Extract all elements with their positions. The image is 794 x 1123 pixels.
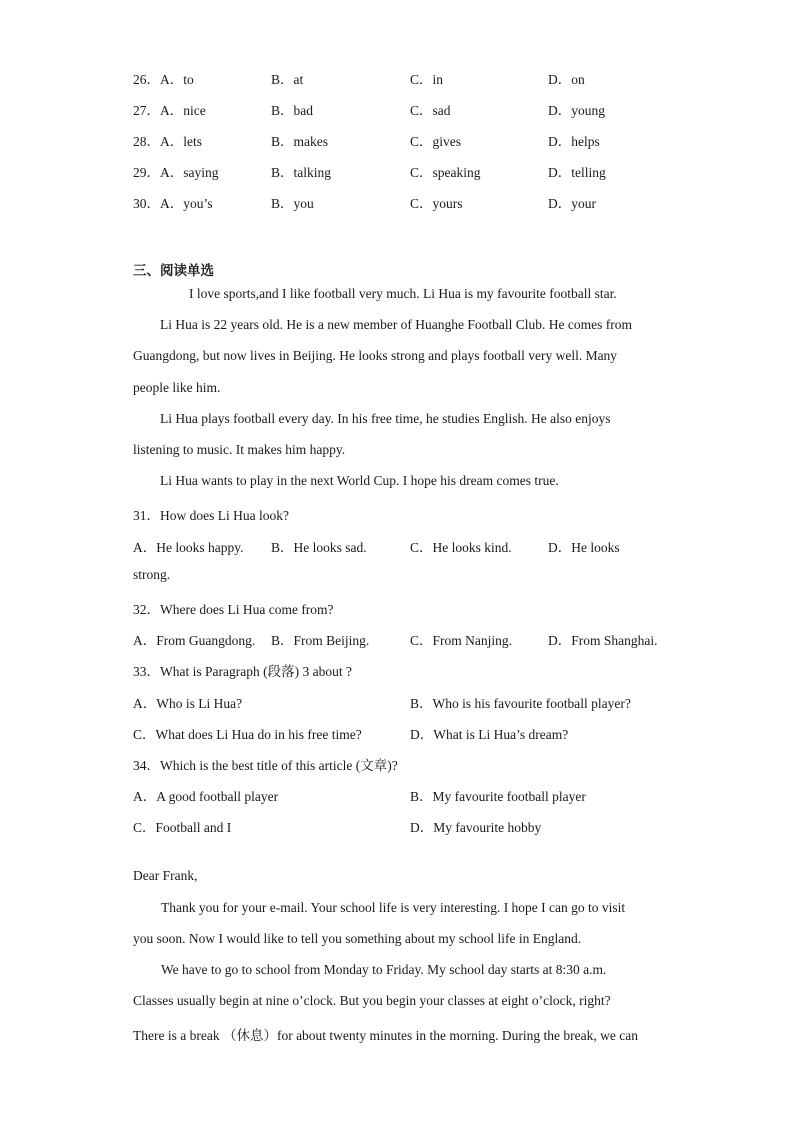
question-number: 27．: [133, 103, 160, 118]
option-b: B．talking: [271, 165, 331, 180]
passage-line: I love sports,and I like football very much. Li Hua is my favourite football star.: [189, 286, 617, 301]
option-a: A．A good football player: [133, 789, 279, 804]
section-title: 三、阅读单选: [133, 263, 214, 279]
option-b: B．you: [271, 196, 314, 211]
option-c: C．gives: [410, 134, 462, 149]
option-b: B．bad: [271, 103, 313, 118]
option-c: C．What does Li Hua do in his free time?: [133, 727, 362, 742]
option-b: B．at: [271, 72, 304, 87]
passage-line: Li Hua wants to play in the next World Cup. I hope his dream comes true.: [160, 473, 559, 488]
question-stem: 33．What is Paragraph (段落) 3 about ?: [133, 664, 352, 679]
question-number: 26．: [133, 72, 160, 87]
option-b: B．makes: [271, 134, 328, 149]
option-c: C．He looks kind.: [410, 540, 512, 555]
passage-line: Li Hua plays football every day. In his free time, he studies English. He also enjoys: [160, 411, 611, 426]
option-d: D．on: [548, 72, 585, 87]
option-c: C．Football and I: [133, 820, 232, 835]
option-a: A．to: [160, 72, 194, 87]
option-d: D．What is Li Hua’s dream?: [410, 727, 569, 742]
option-c: C．From Nanjing.: [410, 633, 513, 648]
option-a: A．He looks happy.: [133, 540, 244, 555]
question-stem: 32．Where does Li Hua come from?: [133, 602, 334, 617]
passage-line: There is a break （休息）for about twenty minutes in the morning. During the break, we can: [133, 1028, 638, 1043]
passage-line: you soon. Now I would like to tell you something about my school life in England.: [133, 931, 582, 946]
option-a: A．you’s: [160, 196, 213, 211]
option-d: D．helps: [548, 134, 600, 149]
question-number: 29．: [133, 165, 160, 180]
option-c: C．in: [410, 72, 444, 87]
passage-line: Li Hua is 22 years old. He is a new member of Huanghe Football Club. He comes from: [160, 317, 633, 332]
option-d-continued: strong.: [133, 567, 171, 582]
option-a: A．nice: [160, 103, 206, 118]
option-c: C．sad: [410, 103, 451, 118]
option-b: B．My favourite football player: [410, 789, 586, 804]
option-a: A．lets: [160, 134, 202, 149]
question-number: 30．: [133, 196, 160, 211]
option-d: D．telling: [548, 165, 606, 180]
passage-line: listening to music. It makes him happy.: [133, 442, 346, 457]
question-stem: 31．How does Li Hua look?: [133, 508, 289, 523]
option-d: D．From Shanghai.: [548, 633, 658, 648]
option-d: D．My favourite hobby: [410, 820, 542, 835]
passage-line: Guangdong, but now lives in Beijing. He looks strong and plays football very well. Many: [133, 348, 618, 363]
question-stem: 34．Which is the best title of this article (文章)?: [133, 758, 398, 773]
option-b: B．Who is his favourite football player?: [410, 696, 631, 711]
passage-line: Classes usually begin at nine o’clock. But you begin your classes at eight o’clock, right?: [133, 993, 611, 1008]
passage-line: people like him.: [133, 380, 221, 395]
option-a: A．From Guangdong.: [133, 633, 256, 648]
option-c: C．yours: [410, 196, 463, 211]
option-c: C．speaking: [410, 165, 481, 180]
question-number: 28．: [133, 134, 160, 149]
option-a: A．saying: [160, 165, 219, 180]
passage-line: Thank you for your e-mail. Your school life is very interesting. I hope I can go to visit: [161, 900, 626, 915]
option-b: B．From Beijing.: [271, 633, 370, 648]
option-d: D．young: [548, 103, 605, 118]
option-d: D．your: [548, 196, 596, 211]
letter-greeting: Dear Frank,: [133, 868, 198, 883]
option-d: D．He looks: [548, 540, 620, 555]
passage-line: We have to go to school from Monday to Friday. My school day starts at 8:30 a.m.: [161, 962, 607, 977]
option-b: B．He looks sad.: [271, 540, 367, 555]
option-a: A．Who is Li Hua?: [133, 696, 243, 711]
